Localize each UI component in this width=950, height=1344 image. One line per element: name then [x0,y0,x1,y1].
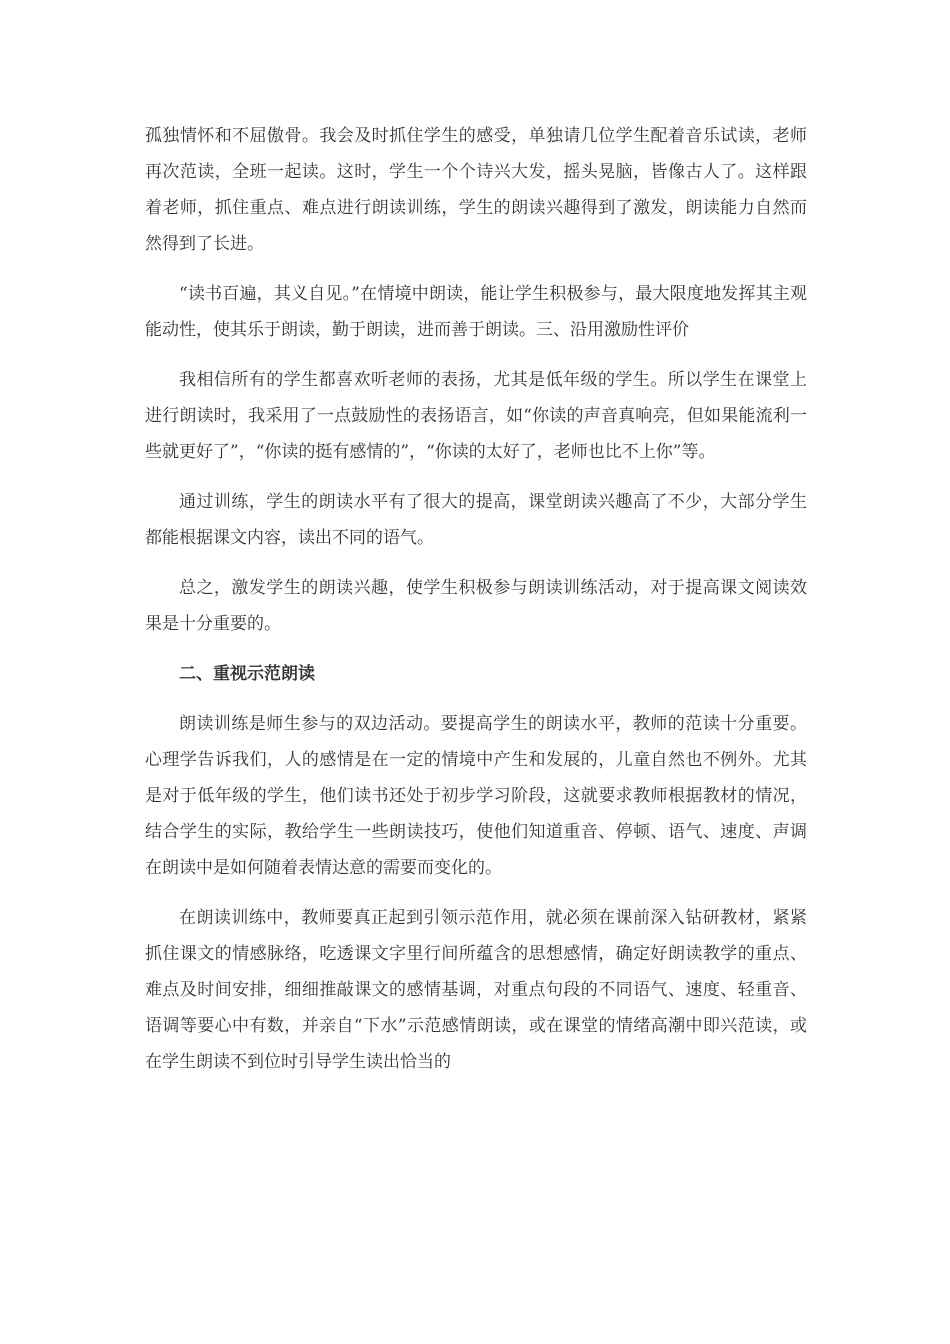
paragraph-teacher-guidance: 在朗读训练中，教师要真正起到引领示范作用，就必须在课前深入钻研教材，紧紧抓住课文的情感脉络，吃透课文字里行间所蕴含的思想感情，确定好朗读教学的重点、难点及时间安排，细细推敲课文的感情基调，对重点句段的不同语气、速度、轻重音、语调等要心中有数，并亲自“下水”示范感情朗读，或在课堂的情绪高潮中即兴范读，或在学生朗读不到位时引导学生读出恰当的 [145,908,807,1072]
section-heading: 二、重视示范朗读 [179,664,315,684]
paragraph-praise: 我相信所有的学生都喜欢听老师的表扬，尤其是低年级的学生。所以学生在课堂上进行朗读时，我采用了一点鼓励性的表扬语言，如“你读的声音真响亮，但如果能流利一些就更好了”，“你读的挺有感情的”，“你读的太好了，老师也比不上你”等。 [145,370,807,462]
paragraph-training-result: 通过训练，学生的朗读水平有了很大的提高，课堂朗读兴趣高了不少，大部分学生都能根据课文内容，读出不同的语气。 [145,492,807,548]
paragraph-model-reading: 朗读训练是师生参与的双边活动。要提高学生的朗读水平，教师的范读十分重要。心理学告诉我们，人的感情是在一定的情境中产生和发展的，儿童自然也不例外。尤其是对于低年级的学生，他们读书还处于初步学习阶段，这就要求教师根据教材的情况，结合学生的实际，教给学生一些朗读技巧，使他们知道重音、停顿、语气、速度、声调在朗读中是如何随着表情达意的需要而变化的。 [145,714,807,878]
document-body [145,118,807,1094]
paragraph-reading-quote: “读书百遍，其义自见。”在情境中朗读，能让学生积极参与，最大限度地发挥其主观能动性，使其乐于朗读，勤于朗读，进而善于朗读。三、沿用激励性评价 [145,284,807,340]
paragraph-continuation: 孤独情怀和不屈傲骨。我会及时抓住学生的感受，单独请几位学生配着音乐试读，老师再次范读，全班一起读。这时，学生一个个诗兴大发，摇头晃脑，皆像古人了。这样跟着老师，抓住重点、难点进行朗读训练，学生的朗读兴趣得到了激发，朗读能力自然而然得到了长进。 [145,126,807,254]
paragraph-summary: 总之，激发学生的朗读兴趣，使学生积极参与朗读训练活动，对于提高课文阅读效果是十分重要的。 [145,578,807,634]
